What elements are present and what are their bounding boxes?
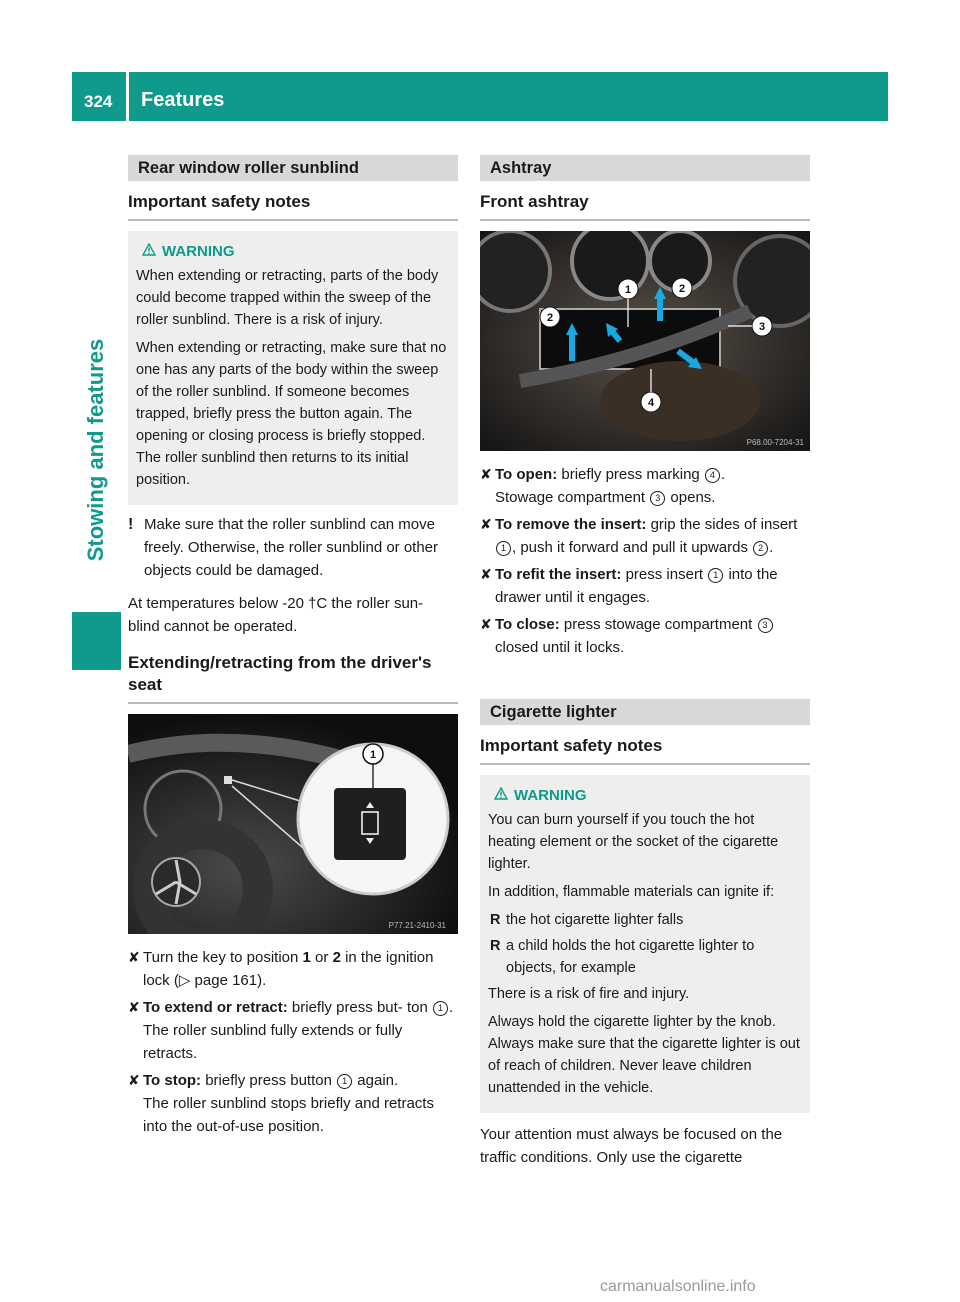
- warning-text: You can burn yourself if you touch the hot heating element or the socket of the cigarette lighter.: [488, 812, 779, 872]
- list-item: R the hot cigarette lighter falls: [488, 909, 802, 931]
- callout-number: 1: [708, 568, 723, 583]
- note-exclamation-icon: !: [128, 516, 134, 533]
- warning-triangle-icon: [142, 241, 156, 263]
- arrow-icon: ✘: [128, 999, 140, 1015]
- subheading: Important safety notes: [128, 191, 458, 221]
- note: [128, 513, 458, 582]
- sunblind-button-photo: [128, 714, 458, 934]
- instruction-step: ✘ To close: press stowage compartment 3 closed until it locks.: [480, 613, 810, 659]
- warning-text: There is a risk of fire and injury.: [488, 986, 690, 1002]
- chapter-side-label: Stowing and features: [83, 338, 108, 562]
- chapter-title: Features: [141, 89, 225, 111]
- section-title: Ashtray: [480, 155, 810, 181]
- arrow-icon: ✘: [128, 1072, 140, 1088]
- header-divider: [126, 72, 129, 121]
- svg-text:P77.21-2410-31: P77.21-2410-31: [388, 921, 446, 930]
- warning-box: [128, 231, 458, 505]
- arrow-icon: ✘: [480, 516, 492, 532]
- warning-text: When extending or retracting, parts of the body could become trapped within the sweep of the roller sunblind. There is a risk of injury.: [136, 268, 439, 328]
- warning-title: WARNING: [142, 241, 450, 263]
- section-title: Cigarette lighter: [480, 699, 810, 725]
- instruction-step: ✘ To open: briefly press marking 4 . Stowage compartment 3 opens.: [480, 463, 810, 509]
- chapter-tab-block: [72, 612, 121, 670]
- svg-text:3: 3: [758, 321, 766, 333]
- svg-text:2: 2: [678, 283, 686, 295]
- paragraph: At temperatures below -20 †C the roller sun- blind cannot be operated.: [128, 595, 424, 635]
- svg-text:1: 1: [369, 749, 377, 761]
- svg-text:1: 1: [624, 284, 632, 296]
- ashtray-photo: [480, 231, 810, 451]
- warning-title: WARNING: [494, 785, 802, 807]
- bullet-icon: R: [490, 938, 501, 954]
- callout-number: 1: [337, 1074, 352, 1089]
- note-text: Make sure that the roller sunblind can move freely. Otherwise, the roller sunblind or other objects could be damaged.: [144, 516, 439, 579]
- callout-number: 3: [758, 618, 773, 633]
- warning-box: [480, 775, 810, 1113]
- callout-number: 3: [650, 491, 665, 506]
- section-title: Rear window roller sunblind: [128, 155, 458, 181]
- arrow-icon: ✘: [480, 466, 492, 482]
- instruction-step: ✘ To remove the insert: grip the sides of insert 1 , push it forward and pull it upwards 2 .: [480, 513, 810, 559]
- callout-number: 1: [433, 1001, 448, 1016]
- warning-text: When extending or retracting, make sure that no one has any parts of the body within the sweep of the roller sunblind. If someone becomes trapped, briefly press the button again. The opening or closing process is briefly stopped. The roller sunblind then returns to its initial position.: [136, 340, 447, 488]
- page-number: 324: [84, 92, 113, 111]
- callout-number: 2: [753, 541, 768, 556]
- right-column: [480, 155, 810, 1169]
- svg-text:4: 4: [647, 397, 655, 409]
- chapter-side-tab: [72, 250, 121, 670]
- instruction-step: ✘ To stop: briefly press button 1 again. The roller sunblind stops briefly and retracts into the out-of-use position.: [128, 1069, 458, 1138]
- arrow-icon: ✘: [128, 949, 140, 965]
- callout-number: 1: [496, 541, 511, 556]
- warning-text: Always hold the cigarette lighter by the knob. Always make sure that the cigarette lighter is out of reach of children. Never leave children unattended in the vehicle.: [488, 1014, 800, 1096]
- page-header: [72, 72, 888, 121]
- subheading: Front ashtray: [480, 191, 810, 221]
- warning-triangle-icon: [494, 785, 508, 807]
- arrow-icon: ✘: [480, 616, 492, 632]
- list-item: R a child holds the hot cigarette lighter to objects, for example: [488, 935, 802, 979]
- callout-number: 4: [705, 468, 720, 483]
- arrow-icon: ✘: [480, 566, 492, 582]
- paragraph: Your attention must always be focused on the traffic conditions. Only use the cigarette: [480, 1126, 783, 1166]
- bullet-icon: R: [490, 912, 501, 928]
- watermark: carmanualsonline.info: [600, 1278, 756, 1295]
- subheading: Important safety notes: [480, 735, 810, 765]
- instruction-step: ✘ To extend or retract: briefly press but- ton 1 . The roller sunblind fully extends or fully retracts.: [128, 996, 458, 1065]
- instruction-step: ✘ To refit the insert: press insert 1 into the drawer until it engages.: [480, 563, 810, 609]
- svg-text:2: 2: [546, 312, 554, 324]
- instruction-step: ✘ Turn the key to position 1 or 2 in the ignition lock (▷ page 161).: [128, 946, 458, 992]
- subheading: Extending/retracting from the driver's seat: [128, 652, 458, 704]
- left-column: [128, 155, 458, 1138]
- svg-text:P68.00-7204-31: P68.00-7204-31: [746, 438, 804, 447]
- warning-text: In addition, flammable materials can ignite if:: [488, 884, 775, 900]
